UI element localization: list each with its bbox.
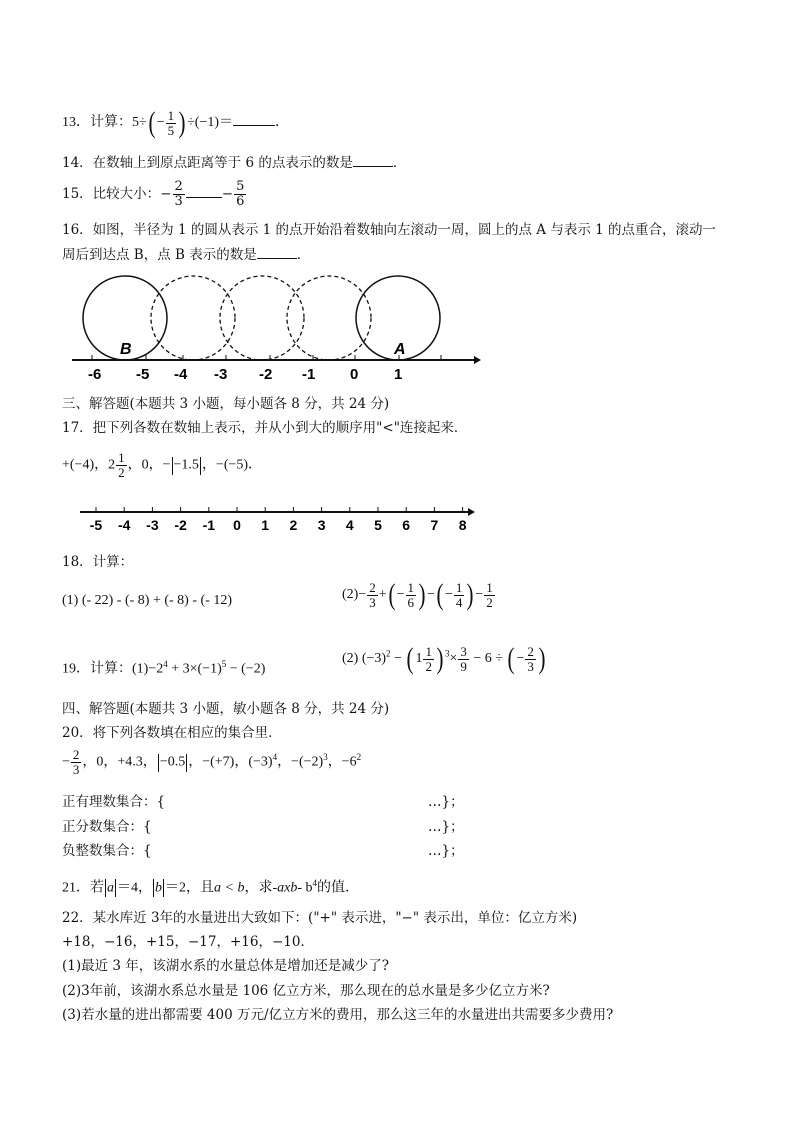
point-b-label: B bbox=[120, 341, 132, 358]
q20-number-list: − $\frac{2}{3}$ ，0，+4.3， −0.5 ，−(+7)，$(-3)^4$，$-(-2)^3$，$-6^2$ bbox=[62, 747, 362, 777]
q18-part2: (2)− $\frac{2}{3}$ +( − $\frac{1}{6}$ ) −( − $\frac{1}{4}$ ) − $\frac{1}{2}$ bbox=[342, 578, 493, 611]
q22-part2: (2)3年前，该湖水系总水量是 106 亿立方米，那么现在的总水量是多少亿立方米? bbox=[62, 983, 550, 999]
q13-lead: 13．计算： bbox=[62, 115, 132, 131]
fraction: $\frac{2}{3}$ bbox=[527, 643, 534, 674]
answer-blank[interactable] bbox=[186, 185, 222, 198]
fraction: $\frac{1}{2}$ bbox=[118, 450, 125, 480]
fraction: $\frac{2}{3}$ bbox=[174, 179, 183, 209]
fraction: $\frac{2}{3}$ bbox=[369, 579, 376, 610]
fraction: $\frac{2}{3}$ bbox=[72, 747, 80, 777]
tick-label: 8 bbox=[458, 517, 467, 533]
answer-blank[interactable] bbox=[257, 246, 297, 259]
set-positive-rational[interactable]: 正有理数集合：{ …}； bbox=[62, 794, 464, 810]
tick-label: 6 bbox=[402, 517, 411, 533]
tick-label: -3 bbox=[214, 366, 228, 382]
tick-label: 3 bbox=[317, 517, 326, 533]
point-a-label: A bbox=[394, 341, 406, 358]
answer-blank[interactable] bbox=[233, 113, 275, 126]
question-15: 15．比较大小：− $\frac{2}{3}$ − $\frac{5}{6}$ bbox=[62, 179, 245, 209]
tick-label: -5 bbox=[136, 366, 150, 382]
section-4-heading: 四、解答题(本题共 3 小题，敏小题各 8 分，共 24 分) bbox=[62, 701, 390, 717]
tick-label: -4 bbox=[174, 366, 188, 382]
question-16-line1: 16．如图，半径为 1 的圆从表示 1 的点开始沿着数轴向左滚动一周，圆上的点 A 与表示 1 的点重合，滚动一 bbox=[62, 222, 717, 238]
question-20: 20．将下列各数填在相应的集合里． bbox=[62, 725, 282, 741]
fraction: $\frac{3}{9}$ bbox=[460, 643, 467, 674]
question-17-numbers: +(−4)，2 $\frac{1}{2}$ ，0，− −1.5 ，−(−5)． bbox=[62, 450, 263, 480]
tick-label: 1 bbox=[261, 517, 270, 533]
tick-label: -1 bbox=[302, 366, 316, 382]
number-line-ticks bbox=[90, 507, 467, 533]
tick-label: 0 bbox=[233, 517, 241, 533]
set-positive-fraction[interactable]: 正分数集合：{ …}； bbox=[62, 819, 464, 835]
fraction: $\frac{1}{4}$ bbox=[455, 579, 463, 610]
tick-label: -1 bbox=[202, 517, 216, 533]
number-line bbox=[78, 500, 478, 534]
q22-part1: (1)最近 3 年，该湖水系的水量总体是增加还是减少了? bbox=[62, 958, 390, 974]
q22-data: +18，−16，+15，−17，+16，−10． bbox=[62, 934, 314, 950]
axis-arrow-icon bbox=[474, 356, 481, 364]
question-19-part1: 19．计算：$(1)-2^4 + 3\times(-1)^5 - (-2)$ bbox=[62, 659, 266, 677]
question-18: 18．计算： bbox=[62, 554, 134, 570]
tick-label: -5 bbox=[89, 517, 103, 533]
q22-part3: (3)若水量的进出都需要 400 万元/亿立方米的费用，那么这三年的水量进出共需要多少费用? bbox=[62, 1007, 614, 1023]
tick-label: -2 bbox=[259, 366, 273, 382]
circle-dashed-3 bbox=[287, 276, 371, 360]
question-17: 17．把下列各数在数轴上表示，并从小到大的顺序用"<"连接起来． bbox=[62, 420, 468, 436]
set-negative-integer[interactable]: 负整数集合：{ …}； bbox=[62, 843, 464, 859]
question-22: 22．某水库近 3年的水量进出大致如下：("+" 表示进，"−" 表示出，单位：亿立方米) bbox=[62, 910, 578, 926]
fraction: $\frac{1}{5}$ bbox=[167, 107, 175, 138]
fraction: $\frac{1}{2}$ bbox=[486, 579, 493, 610]
fraction: $\frac{5}{6}$ bbox=[236, 179, 245, 209]
tick-label: -2 bbox=[174, 517, 187, 533]
fraction: $\frac{1}{2}$ bbox=[425, 643, 432, 674]
tick-label: 7 bbox=[430, 517, 439, 533]
question-13: 13．计算：5÷( − $\frac{1}{5}$ ) ÷(−1)＝ ． bbox=[62, 106, 289, 139]
axis-arrow-icon bbox=[468, 508, 475, 516]
question-19-part2: (2) $(-3)^2$ − ( 1 $\frac{1}{2}$ ) $^3$× $\frac{3}{9}$ − 6 ÷ ( − $\frac{2}{3}$ ) bbox=[342, 642, 546, 675]
circle-dashed-2 bbox=[220, 276, 304, 360]
tick-label: 0 bbox=[350, 366, 359, 382]
question-21: 21．若 a ＝4， b ＝2，且a < b，求-axb- $b^4$的值． bbox=[62, 878, 360, 896]
tick-label: -6 bbox=[88, 366, 102, 382]
tick-label: 1 bbox=[394, 366, 403, 382]
rolling-circle-figure bbox=[62, 272, 482, 382]
tick-label: 2 bbox=[289, 517, 298, 533]
q18-part1: (1) (- 22) - (- 8) + (- 8) - (- 12) bbox=[62, 593, 232, 608]
tick-label: 4 bbox=[345, 517, 354, 533]
tick-label: 5 bbox=[374, 517, 382, 533]
tick-label: -3 bbox=[146, 517, 159, 533]
question-14: 14．在数轴上到原点距离等于 6 的点表示的数是 ． bbox=[62, 155, 407, 171]
section-3-heading: 三、解答题(本题共 3 小题，每小题各 8 分，共 24 分) bbox=[62, 396, 390, 412]
circle-dashed-1 bbox=[151, 276, 235, 360]
tick-label: -4 bbox=[117, 517, 131, 533]
question-16-line2: 周后到达点 B，点 B 表示的数是 ． bbox=[62, 247, 311, 263]
fraction: $\frac{1}{6}$ bbox=[407, 579, 415, 610]
answer-blank[interactable] bbox=[353, 154, 393, 167]
